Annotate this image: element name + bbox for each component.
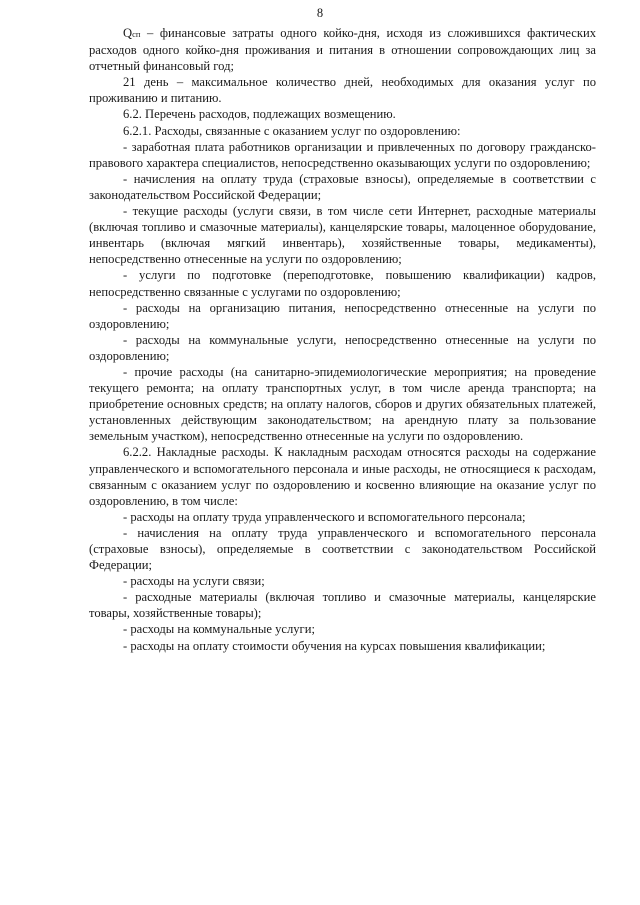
list-item: - расходы на организацию питания, непосредственно отнесенные на услуги по оздоровлению; (89, 300, 596, 331)
list-item: - начисления на оплату труда управленческого и вспомогательного персонала (страховые взносы), определяемые в соответствии с законодательством Российской Федерации; (89, 525, 596, 573)
qsp-subscript: сп (132, 29, 141, 39)
paragraph-qsp-definition (89, 25, 596, 74)
qsp-symbol: Q (123, 26, 133, 40)
paragraph: 21 день – максимальное количество дней, необходимых для оказания услуг по проживанию и питанию. (89, 75, 596, 106)
qsp-definition-text: – финансовые затраты одного койко-дня, исходя из сложившихся фактических расходов одного койко-дня проживания и питания в отношении сопровождающих лиц за отчетный финансовый год; (89, 26, 596, 74)
list-item: - расходы на оплату труда управленческого и вспомогательного персонала; (123, 509, 526, 524)
list-item: - расходы на услуги связи; (123, 574, 265, 589)
list-item: - текущие расходы (услуги связи, в том числе сети Интернет, расходные материалы (включая топливо и смазочные материалы), канцелярские товары, малоценное оборудование, инвентарь (включая мягкий инвентарь), хозяйственные товары, медикаменты), непосредственно отнесенные на услуги по оздоровлению; (89, 204, 596, 267)
section-heading-6-2: 6.2. Перечень расходов, подлежащих возмещению. (123, 107, 396, 122)
list-item: - расходы на коммунальные услуги, непосредственно отнесенные на услуги по оздоровлению; (89, 332, 596, 363)
list-item: - расходы на коммунальные услуги; (123, 622, 315, 637)
page-number: 8 (316, 6, 324, 20)
list-item: - расходы на оплату стоимости обучения на курсах повышения квалификации; (123, 638, 546, 653)
list-item: - расходные материалы (включая топливо и смазочные материалы, канцелярские товары, хозяйственные товары); (89, 590, 596, 621)
list-item: - услуги по подготовке (переподготовке, повышению квалификации) кадров, непосредственно связанные с услугами по оздоровлению; (89, 268, 596, 299)
document-body (89, 25, 596, 654)
list-item: - начисления на оплату труда (страховые взносы), определяемые в соответствии с законодательством Российской Федерации; (89, 171, 596, 202)
section-heading-6-2-1: 6.2.1. Расходы, связанные с оказанием услуг по оздоровлению: (123, 123, 461, 138)
list-item: - заработная плата работников организации и привлеченных по договору гражданско-правового характера специалистов, непосредственно оказывающих услуги по оздоровлению; (89, 139, 596, 170)
section-heading-6-2-2: 6.2.2. Накладные расходы. К накладным расходам относятся расходы на содержание управленческого и вспомогательного персонала и иные расходы, не относящиеся к расходам, связанным с оказанием услуг по оздоровлению и косвенно влияющие на оказание услуг по оздоровлению, в том числе: (89, 445, 596, 508)
list-item: - прочие расходы (на санитарно-эпидемиологические мероприятия; на проведение текущего ремонта; на оплату транспортных услуг, в том числе аренда транспорта; на приобретение основных средств; на оплату налогов, сборов и других обязательных платежей, установленных действующим законодательством; на арендную плату за пользование земельным участком), непосредственно отнесенные на услуги по оздоровлению. (89, 364, 596, 444)
